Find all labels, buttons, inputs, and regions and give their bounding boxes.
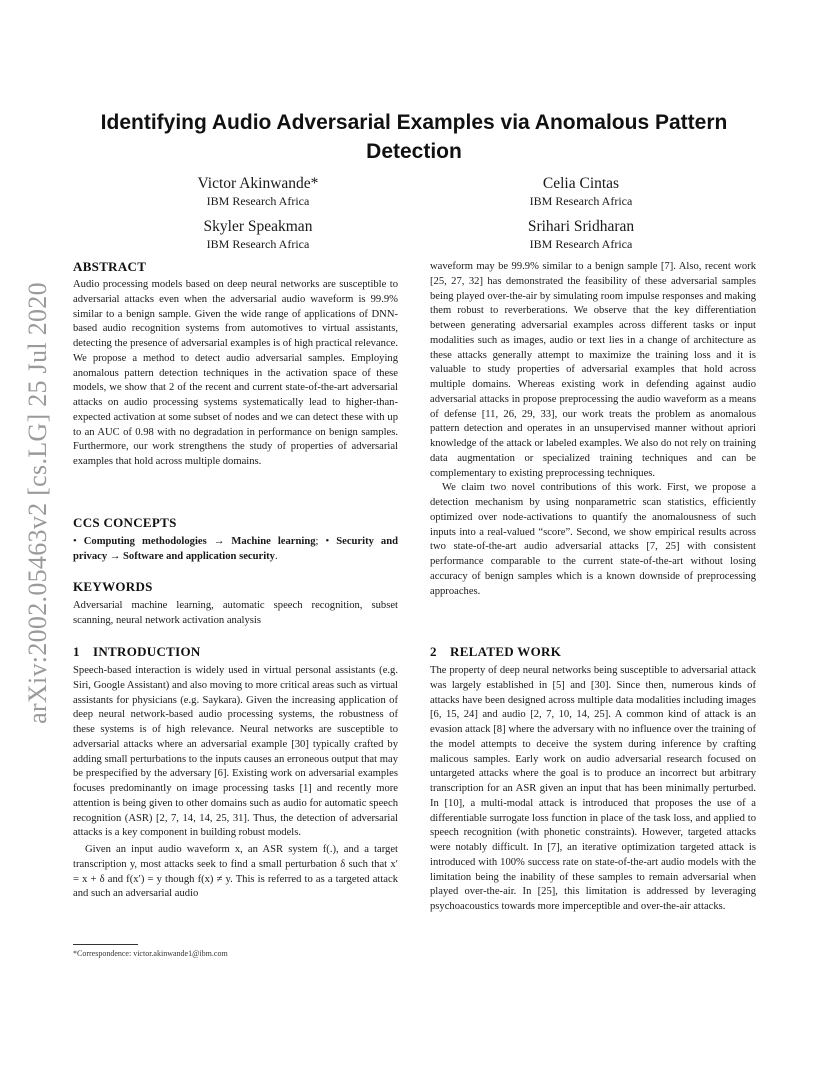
footnote-divider	[73, 944, 138, 945]
author-affiliation: IBM Research Africa	[529, 237, 633, 251]
author-name: Srihari Sridharan	[527, 218, 635, 235]
footnote: *Correspondence: victor.akinwande1@ibm.com	[73, 949, 228, 958]
keywords-section	[73, 578, 398, 629]
ccs-heading: CCS CONCEPTS	[73, 515, 177, 530]
section-number: 1	[73, 644, 80, 659]
author-name: Victor Akinwande*	[197, 175, 319, 192]
ccs-end: .	[274, 550, 278, 562]
paragraph: Given an input audio waveform x, an ASR system f(.), and a target transcription y, most attacks seek to find a small perturbation δ such that x′ = x + δ and f(x′) = y though f(x) ≠ y. This is referred to as a targeted attack and such an adversarial audio	[73, 844, 398, 900]
abstract-text: Audio processing models based on deep neural networks are susceptible to adversarial attacks even when the adversarial audio waveform is 99.9% similar to a benign sample. Given the wide range of applications of DNN-based audio recognition systems from automotives to virtual assistants, detecting the presence of adversarial examples is of high practical relevance. We propose a method to detect audio adversarial samples. Employing anomalous pattern detection techniques in the activation space of these models, we show that 2 of the recent and current state-of-the-art adversarial attacks on audio processing systems systematically lead to higher-than-expected activation at some subset of nodes and we can detect these with up to an AUC of 0.98 with no degradation in performance on benign samples. Furthermore, our work strengthens the study of properties of adversarial examples that hold across multiple domains.	[73, 279, 399, 467]
abstract-heading: ABSTRACT	[73, 259, 147, 274]
ccs-text	[73, 535, 398, 565]
section-title: INTRODUCTION	[93, 644, 201, 659]
author-block	[471, 174, 691, 209]
ccs-concept: Security and privacy	[73, 536, 399, 562]
arxiv-identifier: arXiv:2002.05463v2 [cs.LG] 25 Jul 2020	[23, 282, 52, 724]
author-affiliation: IBM Research Africa	[206, 194, 310, 208]
introduction-continued	[430, 260, 756, 599]
ccs-concept: Software and application security	[123, 550, 275, 562]
related-work-section	[430, 643, 756, 915]
abstract-section	[73, 258, 398, 470]
author-name: Skyler Speakman	[203, 218, 313, 235]
ccs-section	[73, 514, 398, 565]
author-block	[148, 174, 368, 209]
introduction-section	[73, 643, 398, 902]
ccs-bullet: •	[73, 536, 84, 547]
section-heading	[73, 643, 398, 661]
section-title: RELATED WORK	[450, 644, 562, 659]
ccs-separator: ; •	[315, 536, 337, 547]
keywords-heading: KEYWORDS	[73, 579, 153, 594]
paragraph: Speech-based interaction is widely used in virtual personal assistants (e.g. Siri, Google Assistant) and also moving to more critical areas such as virtual assistants for physicians (e.g. Saykara). Given the increasing application of deep neural network-based audio processing systems, the robustness of these systems is of high relevance. Neural networks are susceptible to adversarial attacks where an adversarial example [30] typically crafted by adding small perturbations to the inputs causes an erroneous output that may be prespecified by the adversary [6]. Existing work on adversarial examples focuses predominantly on image processing tasks [1] and recently more attention is being given to other domains such as audio for automatic speech recognition (ASR) [2, 7, 14, 14, 25, 31]. Thus, the detection of adversarial attacks is a key component in building robust models.	[73, 665, 398, 839]
ccs-arrow: →	[206, 536, 232, 547]
paragraph: The property of deep neural networks being susceptible to adversarial attack was largely established in [5] and [30]. Since then, numerous kinds of attacks have been designed across multiple data modalities including images [6, 15, 24] and audio [2, 7, 10, 14, 25]. A common kind of attack is an evasion attack [8] where the adversary with no influence over the training of the model attempts to deceive the system during inference by crafting malicous samples. Early work on audio adversarial research focused on untargeted attacks where the goal is to produce an incorrect but arbitrary transcription for an ASR given an input that has been minimally perturbed. In [10], a multi-modal attack is introduced that proposes the use of a differentiable surrogate loss function in place of the task loss, and applied to speech recognition (with phonetic constraints). However, targeted attacks were notably difficult. In [7], an iterative optimization targeted attack is introduced with 100% success rate on state-of-the-art audio models with the limitation being the inability of these samples to remain adversarial when played over-the-air. In [25], this limitation is addressed by leveraging psychoacoustics towards more imperceptible and over-the-air attacks.	[430, 665, 756, 912]
author-name: Celia Cintas	[542, 175, 620, 192]
section-number: 2	[430, 644, 437, 659]
author-affiliation: IBM Research Africa	[206, 237, 310, 251]
section-heading	[430, 643, 756, 661]
ccs-arrow: →	[107, 550, 124, 562]
author-affiliation: IBM Research Africa	[529, 194, 633, 208]
ccs-concept: Computing methodologies	[83, 536, 207, 547]
author-block	[471, 217, 691, 252]
paragraph: waveform may be 99.9% similar to a benign sample [7]. Also, recent work [25, 27, 32] has demonstrated the feasibility of these adversarial samples being played over-the-air by simulating room impulse responses and making them robust to reverberations. We observe that the key differentiation between generating adversarial examples across different tasks or input modalities such as images, audio or text lies in a change of architecture as these attacks generally attempt to maximize the training loss and it is valuable to study properties of adversarial examples that hold across multiple domains. Whereas existing work in defending against audio adversarial attacks in propose preprocessing the audio waveform as a means of defense [11, 26, 29, 33], our work treats the problem as anomalous pattern detection and operates in an unsupervised manner without apriori knowledge of the attack or labeled examples. We also do not rely on training data augmentation or specialized training techniques and can be complementary to existing preprocessing techniques.	[430, 261, 756, 479]
paragraph: We claim two novel contributions of this work. First, we propose a detection mechanism by using nonparametric scan statistics, efficiently optimized over node-activations to quantify the anomalousness of such inputs into a real-valued “score”. Second, we show empirical results across two state-of-the-art audio adversarial attacks [7, 25] with consistent performance comparable to the current state-of-the-art without losing accuracy of benign samples which is a known downside of preprocessing approaches.	[430, 482, 756, 597]
ccs-concept: Machine learning	[231, 536, 316, 547]
arxiv-stamp	[16, 268, 60, 738]
author-block	[148, 217, 368, 252]
keywords-text: Adversarial machine learning, automatic speech recognition, subset scanning, neural network activation analysis	[73, 600, 398, 626]
paper-title: Identifying Audio Adversarial Examples via Anomalous Pattern Detection	[100, 111, 728, 163]
